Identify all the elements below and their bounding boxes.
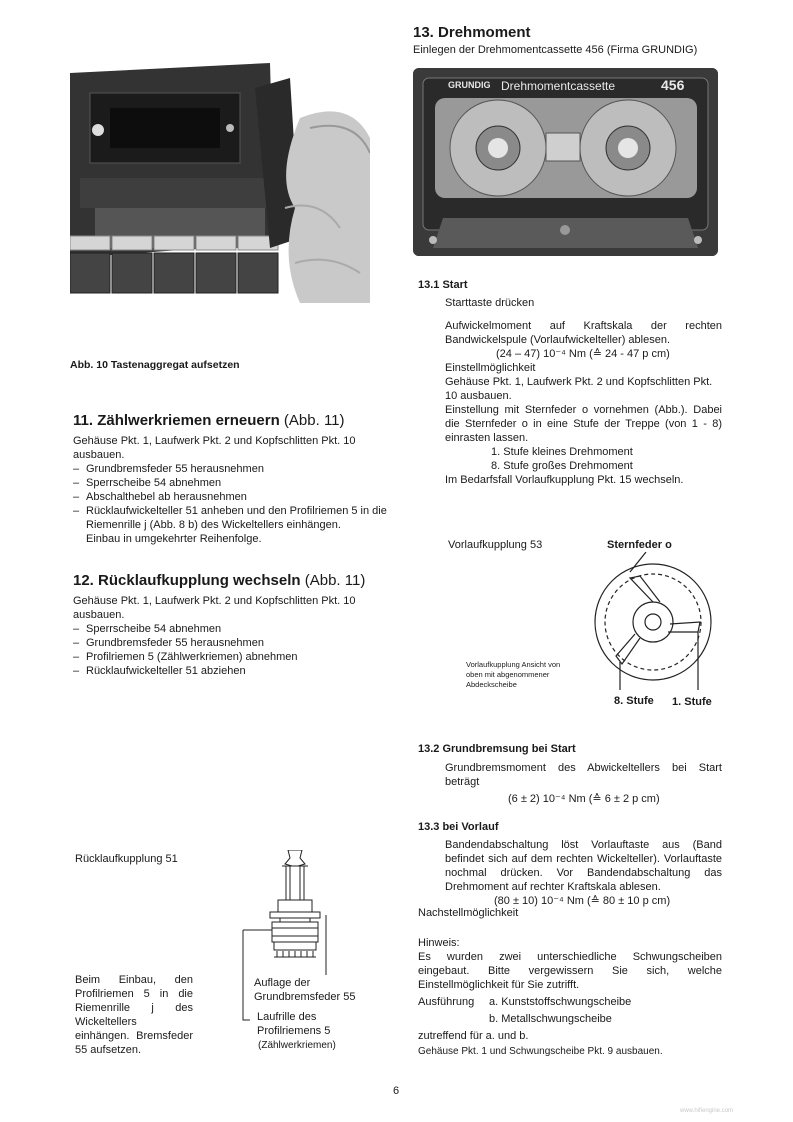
s131-text-4: Gehäuse Pkt. 1, Laufwerk Pkt. 2 und Kopfschlitten Pkt. 10 ausbauen. (445, 376, 713, 402)
page-number: 6 (393, 1085, 400, 1097)
s131-text-3: Einstellmöglichkeit (445, 362, 536, 374)
section-11 (73, 412, 388, 546)
figure-11-note: Beim Einbau, den Profilriemen 5 in die Riemenrille j des Wickeltellers einhängen. Bremsfeder 55 aufsetzen. (75, 974, 193, 1056)
clutch-drawing (240, 850, 350, 975)
s132-text: Grundbremsmoment des Abwickeltellers bei Start beträgt (445, 762, 722, 788)
variant-label: Ausführung (418, 996, 475, 1008)
section-11-outro: Einbau in umgekehrter Reihenfolge. (86, 533, 262, 545)
label-zaehlwerkriemen: (Zählwerkriemen) (258, 1040, 336, 1051)
variant-b: b. Metallschwungscheibe (489, 1013, 612, 1025)
label-vorlaufkupplung: Vorlaufkupplung 53 (448, 539, 543, 551)
list-item: – Sperrscheibe 54 abnehmen (73, 622, 388, 636)
section-13-2-title: 13.2 Grundbremsung bei Start (418, 743, 576, 755)
leader-line-laufrille (242, 975, 252, 1025)
s133-adjust: Nachstellmöglichkeit (418, 907, 519, 919)
list-item: – Rücklaufwickelteller 51 anheben und den Profilriemen 5 in die Riemenrille j (Abb. 8 b) des Wickeltellers einhängen. (73, 504, 388, 532)
figure-10-caption: Abb. 10 Tastenaggregat aufsetzen (70, 359, 240, 371)
photo-key-assembly (70, 58, 370, 303)
hint-block (418, 936, 722, 1059)
s131-text-6: Im Bedarfsfall Vorlaufkupplung Pkt. 15 wechseln. (445, 474, 684, 486)
key-assembly-illustration (70, 58, 370, 303)
label-stufe-1: 1. Stufe (672, 696, 712, 708)
section-12-intro: Gehäuse Pkt. 1, Laufwerk Pkt. 2 und Kopfschlitten Pkt. 10 ausbauen. (73, 595, 356, 621)
list-item: – Sperrscheibe 54 abnehmen (73, 476, 388, 490)
label-laufrille-profilriemen: Laufrille des Profilriemens 5 (257, 1011, 331, 1037)
s133-text: Bandendabschaltung löst Vorlauftaste aus (Band befindet sich auf dem rechten Wickelteller). Vorlauftaste nochmal drücken. Vor Bandendabschaltung das Drehmoment auf rechter Kraftskala ablesen. (445, 839, 722, 893)
hint-text: Es wurden zwei unterschiedliche Schwungscheiben eingebaut. Bitte vergewissern Sie sich, welche Einstellmöglichkeit für Sie zutrifft. (418, 951, 722, 991)
label-auflage-bremsfeder: Auflage der Grundbremsfeder 55 (254, 977, 356, 1003)
section-11-ref: (Abb. 11) (279, 412, 345, 429)
variant-row-a (418, 995, 722, 1009)
section-12-steps (73, 622, 388, 678)
s133-formula: (80 ± 10) 10⁻⁴ Nm (≙ 80 ± 10 p cm) (494, 895, 671, 907)
list-item: – Rücklaufwickelteller 51 abziehen (73, 664, 388, 678)
coupling-caption: Vorlaufkupplung Ansicht von oben mit abgenommener Abdeckscheibe (466, 660, 561, 689)
coupling-top-view (590, 552, 720, 692)
list-item: – Grundbremsfeder 55 herausnehmen (73, 462, 388, 476)
cassette-brand: GRUNDIG (448, 80, 491, 90)
section-13-1-body (445, 296, 722, 487)
section-11-steps (73, 462, 388, 532)
section-11-heading (73, 412, 388, 429)
section-13-title: 13. Drehmoment (413, 24, 531, 41)
cassette-illustration (413, 68, 718, 256)
cassette-label: Drehmomentcassette (501, 79, 616, 93)
variant-applies: zutreffend für a. und b. (418, 1030, 529, 1042)
section-11-title: 11. Zählwerkriemen erneuern (73, 412, 280, 429)
label-sternfeder: Sternfeder o (607, 539, 672, 551)
list-item: – Grundbremsfeder 55 herausnehmen (73, 636, 388, 650)
section-13-1-title: 13.1 Start (418, 279, 468, 291)
s131-text-2: Aufwickelmoment auf Kraftskala der rechten Bandwickelspule (Vorlaufwickelteller) ablesen. (445, 320, 722, 346)
s132-formula: (6 ± 2) 10⁻⁴ Nm (≙ 6 ± 2 p cm) (508, 793, 660, 805)
photo-torque-cassette (413, 68, 718, 256)
section-12-heading (73, 572, 388, 589)
figure-11-title: Rücklaufkupplung 51 (75, 853, 178, 865)
s131-step-8: 8. Stufe großes Drehmoment (491, 460, 633, 472)
section-13-3-title: 13.3 bei Vorlauf (418, 821, 499, 833)
section-12 (73, 572, 388, 678)
watermark: www.hifiengine.com (680, 1108, 734, 1114)
variant-a: a. Kunststoffschwungscheibe (489, 996, 632, 1008)
section-12-title: 12. Rücklaufkupplung wechseln (73, 572, 301, 589)
s131-text-5: Einstellung mit Sternfeder o vornehmen (Abb.). Dabei die Sternfeder o in eine Stufe der Treppe (von 1 - 8) einrasten lassen. (445, 404, 722, 444)
list-item: – Abschalthebel ab herausnehmen (73, 490, 388, 504)
section-13-2-body (445, 761, 722, 806)
last-instruction: Gehäuse Pkt. 1 und Schwungscheibe Pkt. 9 ausbauen. (418, 1046, 663, 1057)
s131-step-1: 1. Stufe kleines Drehmoment (491, 446, 633, 458)
s131-text-1: Starttaste drücken (445, 297, 535, 309)
section-11-intro: Gehäuse Pkt. 1, Laufwerk Pkt. 2 und Kopfschlitten Pkt. 10 ausbauen. (73, 435, 356, 461)
cassette-number: 456 (661, 77, 685, 93)
section-13-3-body (445, 838, 722, 908)
label-stufe-8: 8. Stufe (614, 695, 654, 707)
section-13-subtitle: Einlegen der Drehmomentcassette 456 (Firma GRUNDIG) (413, 44, 698, 56)
list-item: – Profilriemen 5 (Zählwerkriemen) abnehmen (73, 650, 388, 664)
section-12-ref: (Abb. 11) (300, 572, 366, 589)
s131-formula: (24 – 47) 10⁻⁴ Nm (≙ 24 - 47 p cm) (496, 348, 670, 360)
hint-label: Hinweis: (418, 937, 460, 949)
